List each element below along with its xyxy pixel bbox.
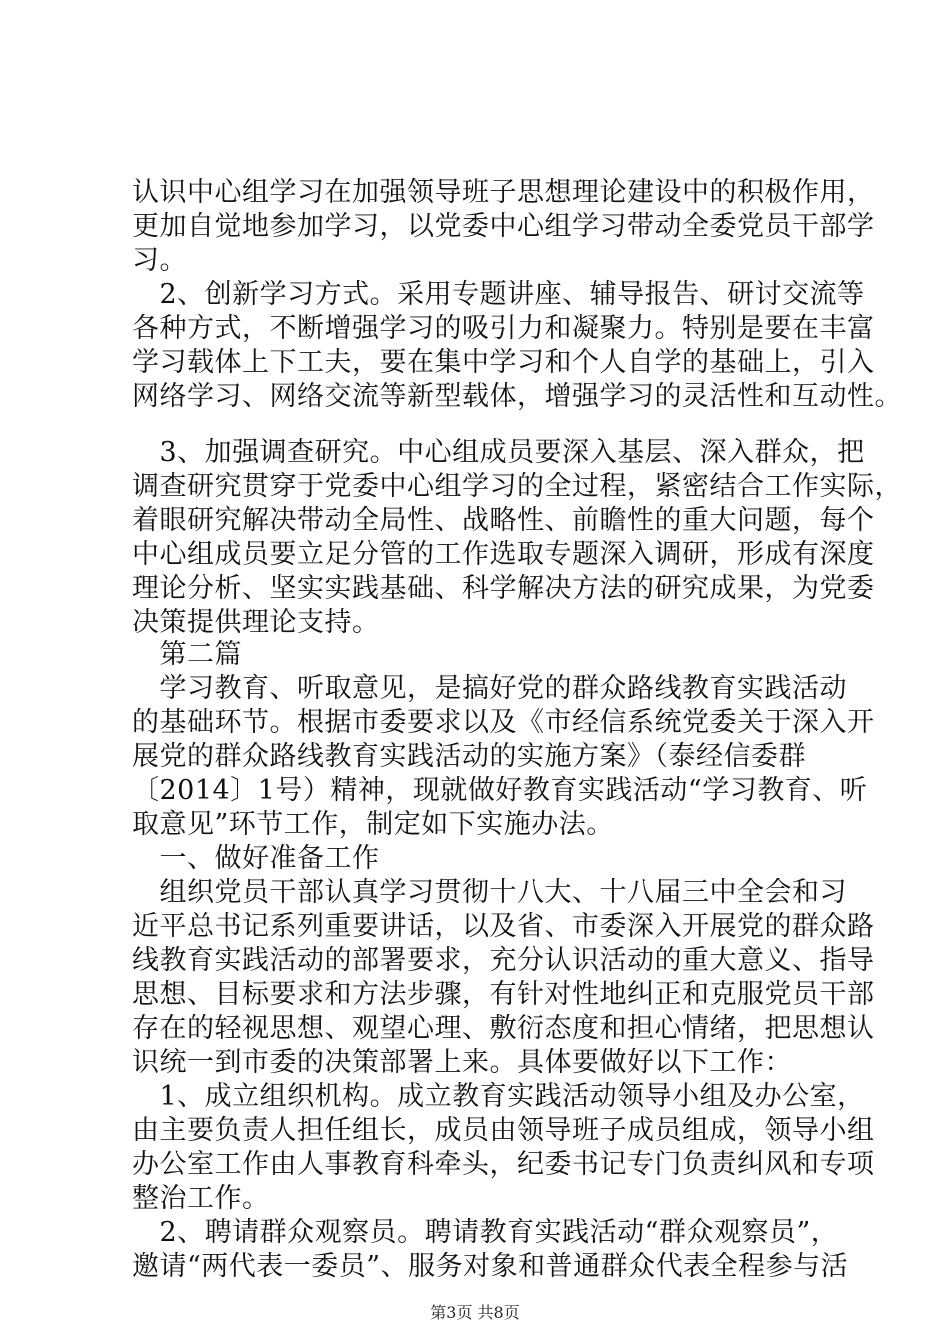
body-text-line: 存在的轻视思想、观望心理、敷衍态度和担心情绪，把思想认 xyxy=(132,1013,875,1044)
body-text-line: 3、加强调查研究。中心组成员要深入基层、深入群众，把 xyxy=(132,437,865,468)
section-heading: 一、做好准备工作 xyxy=(132,843,380,874)
body-text-line: 近平总书记系列重要讲话，以及省、市委深入开展党的群众路 xyxy=(132,911,875,942)
body-text-line: 理论分析、坚实实践基础、科学解决方法的研究成果，为党委 xyxy=(132,573,875,604)
body-text-line: 办公室工作由人事教育科牵头，纪委书记专门负责纠风和专项 xyxy=(132,1149,875,1180)
body-text-line: 认识中心组学习在加强领导班子思想理论建设中的积极作用， xyxy=(132,177,875,208)
body-text-line: 网络学习、网络交流等新型载体，增强学习的灵活性和互动性。 xyxy=(132,381,902,412)
body-text-line: 2、创新学习方式。采用专题讲座、辅导报告、研讨交流等 xyxy=(132,279,865,310)
body-text-line: 各种方式，不断增强学习的吸引力和凝聚力。特别是要在丰富 xyxy=(132,313,875,344)
body-text-line: 思想、目标要求和方法步骤，有针对性地纠正和克服党员干部 xyxy=(132,979,875,1010)
body-text-line: 线教育实践活动的部署要求，充分认识活动的重大意义、指导 xyxy=(132,945,875,976)
body-text-line: 决策提供理论支持。 xyxy=(132,607,380,638)
body-text-line: 由主要负责人担任组长，成员由领导班子成员组成，领导小组 xyxy=(132,1115,875,1146)
body-text-line: 学习教育、听取意见，是搞好党的群众路线教育实践活动 xyxy=(132,673,847,704)
page-number-footer: 第3页 共8页 xyxy=(430,1303,520,1322)
body-text-line: 取意见”环节工作，制定如下实施办法。 xyxy=(132,809,614,840)
body-text-line: 2、聘请群众观察员。聘请教育实践活动“群众观察员”， xyxy=(132,1217,839,1248)
body-text-line: 调查研究贯穿于党委中心组学习的全过程，紧密结合工作实际， xyxy=(132,471,902,502)
body-text-line: 展党的群众路线教育实践活动的实施方案》（泰经信委群 xyxy=(132,741,806,772)
section-heading: 第二篇 xyxy=(132,639,242,670)
body-text-line: 〔2014〕1号）精神，现就做好教育实践活动“学习教育、听 xyxy=(132,775,868,806)
body-text-line: 中心组成员要立足分管的工作选取专题深入调研，形成有深度 xyxy=(132,539,875,570)
body-text-line: 习。 xyxy=(132,245,187,276)
body-text-line: 更加自觉地参加学习，以党委中心组学习带动全委党员干部学 xyxy=(132,211,875,242)
body-text-line: 的基础环节。根据市委要求以及《市经信系统党委关于深入开 xyxy=(132,707,875,738)
body-text-line: 识统一到市委的决策部署上来。具体要做好以下工作： xyxy=(132,1047,792,1078)
body-text-line: 学习载体上下工夫，要在集中学习和个人自学的基础上，引入 xyxy=(132,347,875,378)
body-text-line: 邀请“两代表一委员”、服务对象和普通群众代表全程参与活 xyxy=(132,1251,849,1282)
body-text-line: 组织党员干部认真学习贯彻十八大、十八届三中全会和习 xyxy=(132,877,847,908)
body-text-line: 整治工作。 xyxy=(132,1183,270,1214)
body-text-line: 着眼研究解决带动全局性、战略性、前瞻性的重大问题，每个 xyxy=(132,505,875,536)
body-text-line: 1、成立组织机构。成立教育实践活动领导小组及办公室， xyxy=(132,1081,865,1112)
